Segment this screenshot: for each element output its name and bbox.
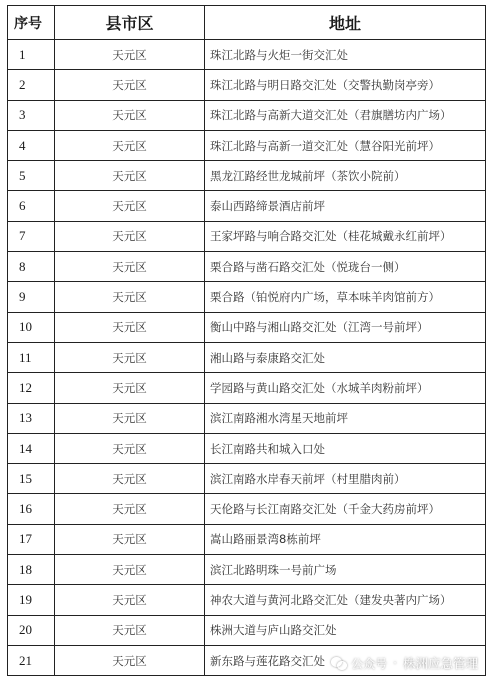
- row-number: 17: [8, 524, 55, 554]
- table-row: [8, 221, 486, 251]
- header-row: [8, 6, 486, 40]
- row-number: 11: [8, 342, 55, 372]
- row-address: 珠江北路与高新一道交汇处（慧谷阳光前坪）: [205, 130, 486, 160]
- row-number: 18: [8, 555, 55, 585]
- row-address: 新东路与莲花路交汇处: [205, 645, 486, 675]
- row-address: 株洲大道与庐山路交汇处: [205, 615, 486, 645]
- row-address: 衡山中路与湘山路交汇处（江湾一号前坪）: [205, 312, 486, 342]
- table-row: [8, 282, 486, 312]
- row-address: 珠江北路与高新大道交汇处（君旗膳坊内广场）: [205, 100, 486, 130]
- row-number: 9: [8, 282, 55, 312]
- row-address: 王家坪路与响合路交汇处（桂花城戴永红前坪）: [205, 221, 486, 251]
- row-district: 天元区: [55, 464, 205, 494]
- table-row: [8, 524, 486, 554]
- row-number: 8: [8, 252, 55, 282]
- row-number: 3: [8, 100, 55, 130]
- row-district: 天元区: [55, 645, 205, 675]
- row-address: 珠江北路与火炬一街交汇处: [205, 40, 486, 70]
- row-district: 天元区: [55, 40, 205, 70]
- table-row: [8, 312, 486, 342]
- row-district: 天元区: [55, 373, 205, 403]
- table-row: [8, 191, 486, 221]
- row-number: 7: [8, 221, 55, 251]
- row-address: 滨江南路湘水湾星天地前坪: [205, 403, 486, 433]
- row-address: 栗合路（铂悦府内广场，草本味羊肉馆前方）: [205, 282, 486, 312]
- table-row: [8, 100, 486, 130]
- row-number: 14: [8, 433, 55, 463]
- wechat-icon: [331, 657, 347, 670]
- row-address: 长江南路共和城入口处: [205, 433, 486, 463]
- watermark-separator: ·: [393, 656, 397, 670]
- row-district: 天元区: [55, 342, 205, 372]
- row-district: 天元区: [55, 282, 205, 312]
- row-district: 天元区: [55, 70, 205, 100]
- row-address: 黑龙江路经世龙城前坪（茶饮小院前）: [205, 161, 486, 191]
- table-row: [8, 342, 486, 372]
- table-row: [8, 585, 486, 615]
- row-number: 19: [8, 585, 55, 615]
- row-district: 天元区: [55, 433, 205, 463]
- row-address: 栗合路与凿石路交汇处（悦珑台一侧）: [205, 252, 486, 282]
- row-number: 6: [8, 191, 55, 221]
- watermark-account: 株洲应急管理: [402, 656, 478, 671]
- header-district: 县市区: [55, 6, 205, 40]
- table-row: [8, 70, 486, 100]
- row-district: 天元区: [55, 403, 205, 433]
- table-row: [8, 252, 486, 282]
- table-row: [8, 373, 486, 403]
- row-district: 天元区: [55, 130, 205, 160]
- table-row: [8, 433, 486, 463]
- row-number: 13: [8, 403, 55, 433]
- row-address: 滨江北路明珠一号前广场: [205, 555, 486, 585]
- header-address: 地址: [205, 6, 486, 40]
- watermark: [331, 654, 478, 672]
- row-address: 珠江北路与明日路交汇处（交警执勤岗亭旁）: [205, 70, 486, 100]
- row-address: 泰山西路缔景酒店前坪: [205, 191, 486, 221]
- row-number: 21: [8, 645, 55, 675]
- row-district: 天元区: [55, 100, 205, 130]
- table-row: [8, 40, 486, 70]
- row-number: 4: [8, 130, 55, 160]
- row-district: 天元区: [55, 161, 205, 191]
- row-address: 天伦路与长江南路交汇处（千金大药房前坪）: [205, 494, 486, 524]
- row-address: 滨江南路水岸春天前坪（村里腊肉前）: [205, 464, 486, 494]
- row-district: 天元区: [55, 221, 205, 251]
- row-district: 天元区: [55, 312, 205, 342]
- row-number: 5: [8, 161, 55, 191]
- table-body: [8, 40, 486, 676]
- table-header: [8, 6, 486, 40]
- row-district: 天元区: [55, 555, 205, 585]
- row-number: 2: [8, 70, 55, 100]
- row-address: 嵩山路丽景湾8栋前坪: [205, 524, 486, 554]
- table-row: [8, 494, 486, 524]
- table-row: [8, 403, 486, 433]
- table-row: [8, 615, 486, 645]
- row-address: 神农大道与黄河北路交汇处（建发央著内广场）: [205, 585, 486, 615]
- row-address: 湘山路与泰康路交汇处: [205, 342, 486, 372]
- row-number: 15: [8, 464, 55, 494]
- row-number: 12: [8, 373, 55, 403]
- row-number: 16: [8, 494, 55, 524]
- row-district: 天元区: [55, 494, 205, 524]
- row-district: 天元区: [55, 252, 205, 282]
- row-district: 天元区: [55, 524, 205, 554]
- row-district: 天元区: [55, 615, 205, 645]
- watermark-label: 公众号: [351, 656, 388, 671]
- row-number: 20: [8, 615, 55, 645]
- header-no: 序号: [8, 6, 55, 40]
- row-number: 1: [8, 40, 55, 70]
- row-district: 天元区: [55, 191, 205, 221]
- row-number: 10: [8, 312, 55, 342]
- table-row: [8, 161, 486, 191]
- location-table: [7, 5, 486, 676]
- document-sheet: [7, 5, 485, 676]
- row-district: 天元区: [55, 585, 205, 615]
- row-address: 学园路与黄山路交汇处（水城羊肉粉前坪）: [205, 373, 486, 403]
- table-row: [8, 464, 486, 494]
- table-row: [8, 130, 486, 160]
- table-row: [8, 555, 486, 585]
